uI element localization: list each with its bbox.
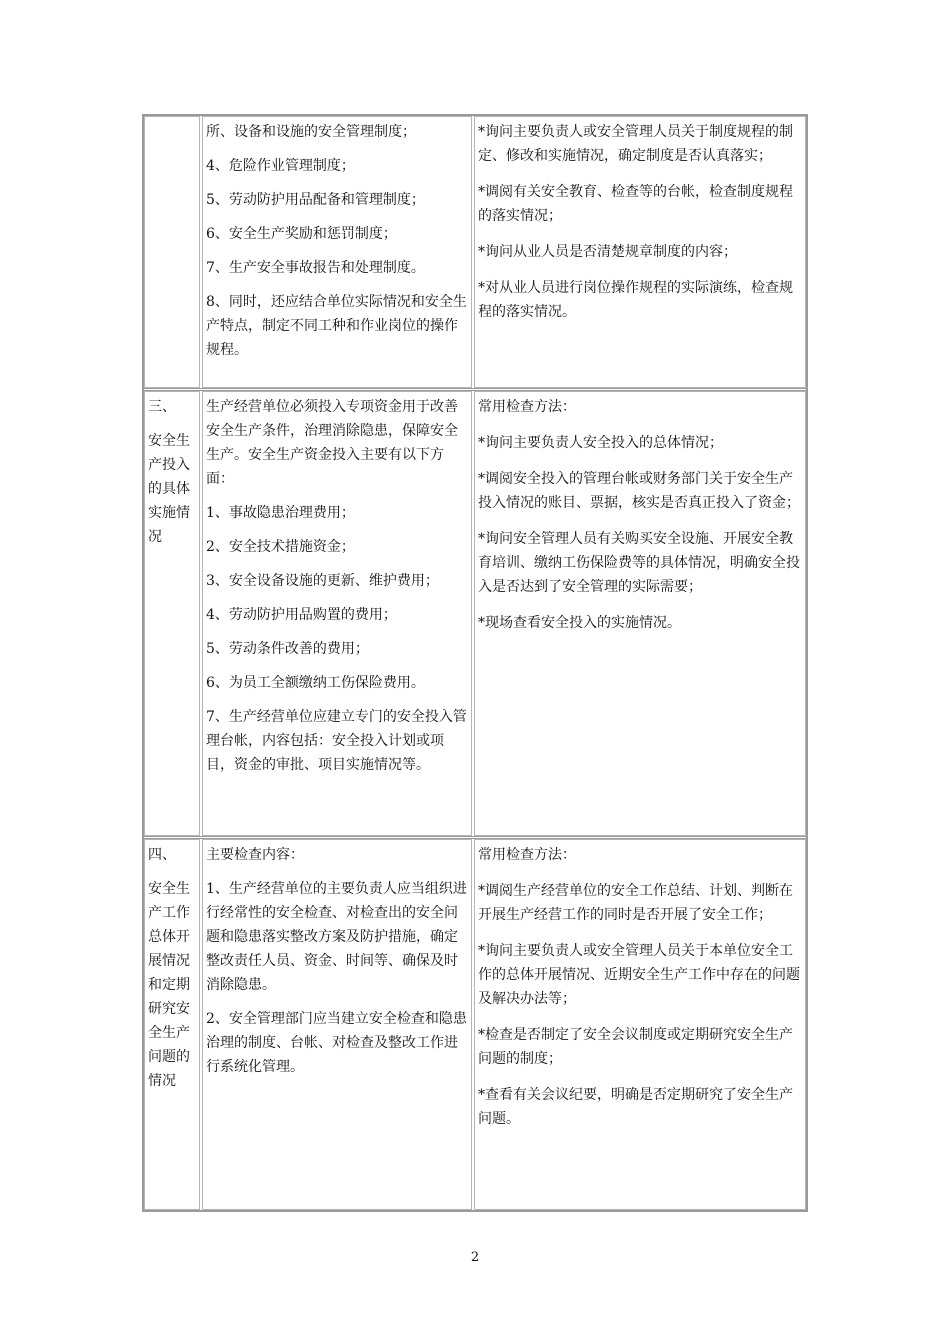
paragraph: *调阅生产经营单位的安全工作总结、计划、判断在开展生产经营工作的同时是否开展了安全工作； — [478, 883, 793, 923]
paragraph: *调阅安全投入的管理台帐或财务部门关于安全生产投入情况的账目、票据，核实是否真正投入了资金； — [478, 471, 800, 511]
paragraph: 生产经营单位必须投入专项资金用于改善安全生产条件，治理消除隐患，保障安全生产。安全生产资金投入主要有以下方面： — [206, 399, 458, 487]
inspection-table — [142, 114, 808, 1212]
paragraph: *查看有关会议纪要，明确是否定期研究了安全生产问题。 — [478, 1087, 793, 1127]
table-row — [144, 836, 806, 1210]
paragraph: *询问从业人员是否清楚规章制度的内容； — [478, 244, 737, 260]
requirements-cell — [202, 839, 472, 1210]
paragraph: 6、为员工全额缴纳工伤保险费用。 — [206, 675, 425, 691]
methods-cell — [474, 391, 806, 836]
paragraph: *检查是否制定了安全会议制度或定期研究安全生产问题的制度； — [478, 1027, 793, 1067]
paragraph: 1、生产经营单位的主要负责人应当组织进行经常性的安全检查、对检查出的安全问题和隐患落实整改方案及防护措施，确定整改责任人员、资金、时间等、确保及时消除隐患。 — [206, 881, 467, 993]
paragraph: 7、生产经营单位应建立专门的安全投入管理台帐，内容包括：安全投入计划或项目，资金的审批、项目实施情况等。 — [206, 709, 467, 773]
paragraph: 4、劳动防护用品购置的费用； — [206, 607, 397, 623]
paragraph: *对从业人员进行岗位操作规程的实际演练，检查规程的落实情况。 — [478, 280, 793, 320]
paragraph: 常用检查方法： — [478, 847, 576, 863]
table-row — [144, 388, 806, 836]
section-number: 四、 — [148, 847, 176, 863]
paragraph: 2、安全技术措施资金； — [206, 539, 355, 555]
methods-cell — [474, 116, 806, 388]
paragraph: *现场查看安全投入的实施情况。 — [478, 615, 681, 631]
paragraph: 4、危险作业管理制度； — [206, 158, 355, 174]
paragraph: 常用检查方法： — [478, 399, 576, 415]
paragraph: 所、设备和设施的安全管理制度； — [206, 124, 416, 140]
paragraph: *询问安全管理人员有关购买安全设施、开展安全教育培训、缴纳工伤保险费等的具体情况，明确安全投入是否达到了安全管理的实际需要； — [478, 531, 800, 595]
page-number: 2 — [470, 1250, 480, 1265]
table-row — [144, 116, 806, 388]
paragraph: 1、事故隐患治理费用； — [206, 505, 355, 521]
paragraph: 6、安全生产奖励和惩罚制度； — [206, 226, 397, 242]
paragraph: 5、劳动防护用品配备和管理制度； — [206, 192, 425, 208]
requirements-cell — [202, 116, 472, 388]
paragraph: *询问主要负责人或安全管理人员关于本单位安全工作的总体开展情况、近期安全生产工作中存在的问题及解决办法等； — [478, 943, 800, 1007]
section-title: 安全生产工作总体开展情况和定期研究安全生产问题的情况 — [148, 881, 190, 1089]
paragraph: *询问主要负责人安全投入的总体情况； — [478, 435, 723, 451]
category-cell — [144, 391, 200, 836]
category-cell — [144, 839, 200, 1210]
requirements-cell — [202, 391, 472, 836]
paragraph: *询问主要负责人或安全管理人员关于制度规程的制定、修改和实施情况，确定制度是否认真落实； — [478, 124, 793, 164]
paragraph: 8、同时，还应结合单位实际情况和安全生产特点，制定不同工种和作业岗位的操作规程。 — [206, 294, 467, 358]
paragraph: *调阅有关安全教育、检查等的台帐，检查制度规程的落实情况； — [478, 184, 793, 224]
paragraph: 2、安全管理部门应当建立安全检查和隐患治理的制度、台帐、对检查及整改工作进行系统化管理。 — [206, 1011, 467, 1075]
paragraph: 3、安全设备设施的更新、维护费用； — [206, 573, 439, 589]
paragraph: 5、劳动条件改善的费用； — [206, 641, 369, 657]
paragraph: 主要检查内容： — [206, 847, 304, 863]
paragraph: 7、生产安全事故报告和处理制度。 — [206, 260, 425, 276]
methods-cell — [474, 839, 806, 1210]
category-cell — [144, 116, 200, 388]
section-title: 安全生产投入的具体实施情况 — [148, 433, 190, 545]
section-number: 三、 — [148, 399, 176, 415]
